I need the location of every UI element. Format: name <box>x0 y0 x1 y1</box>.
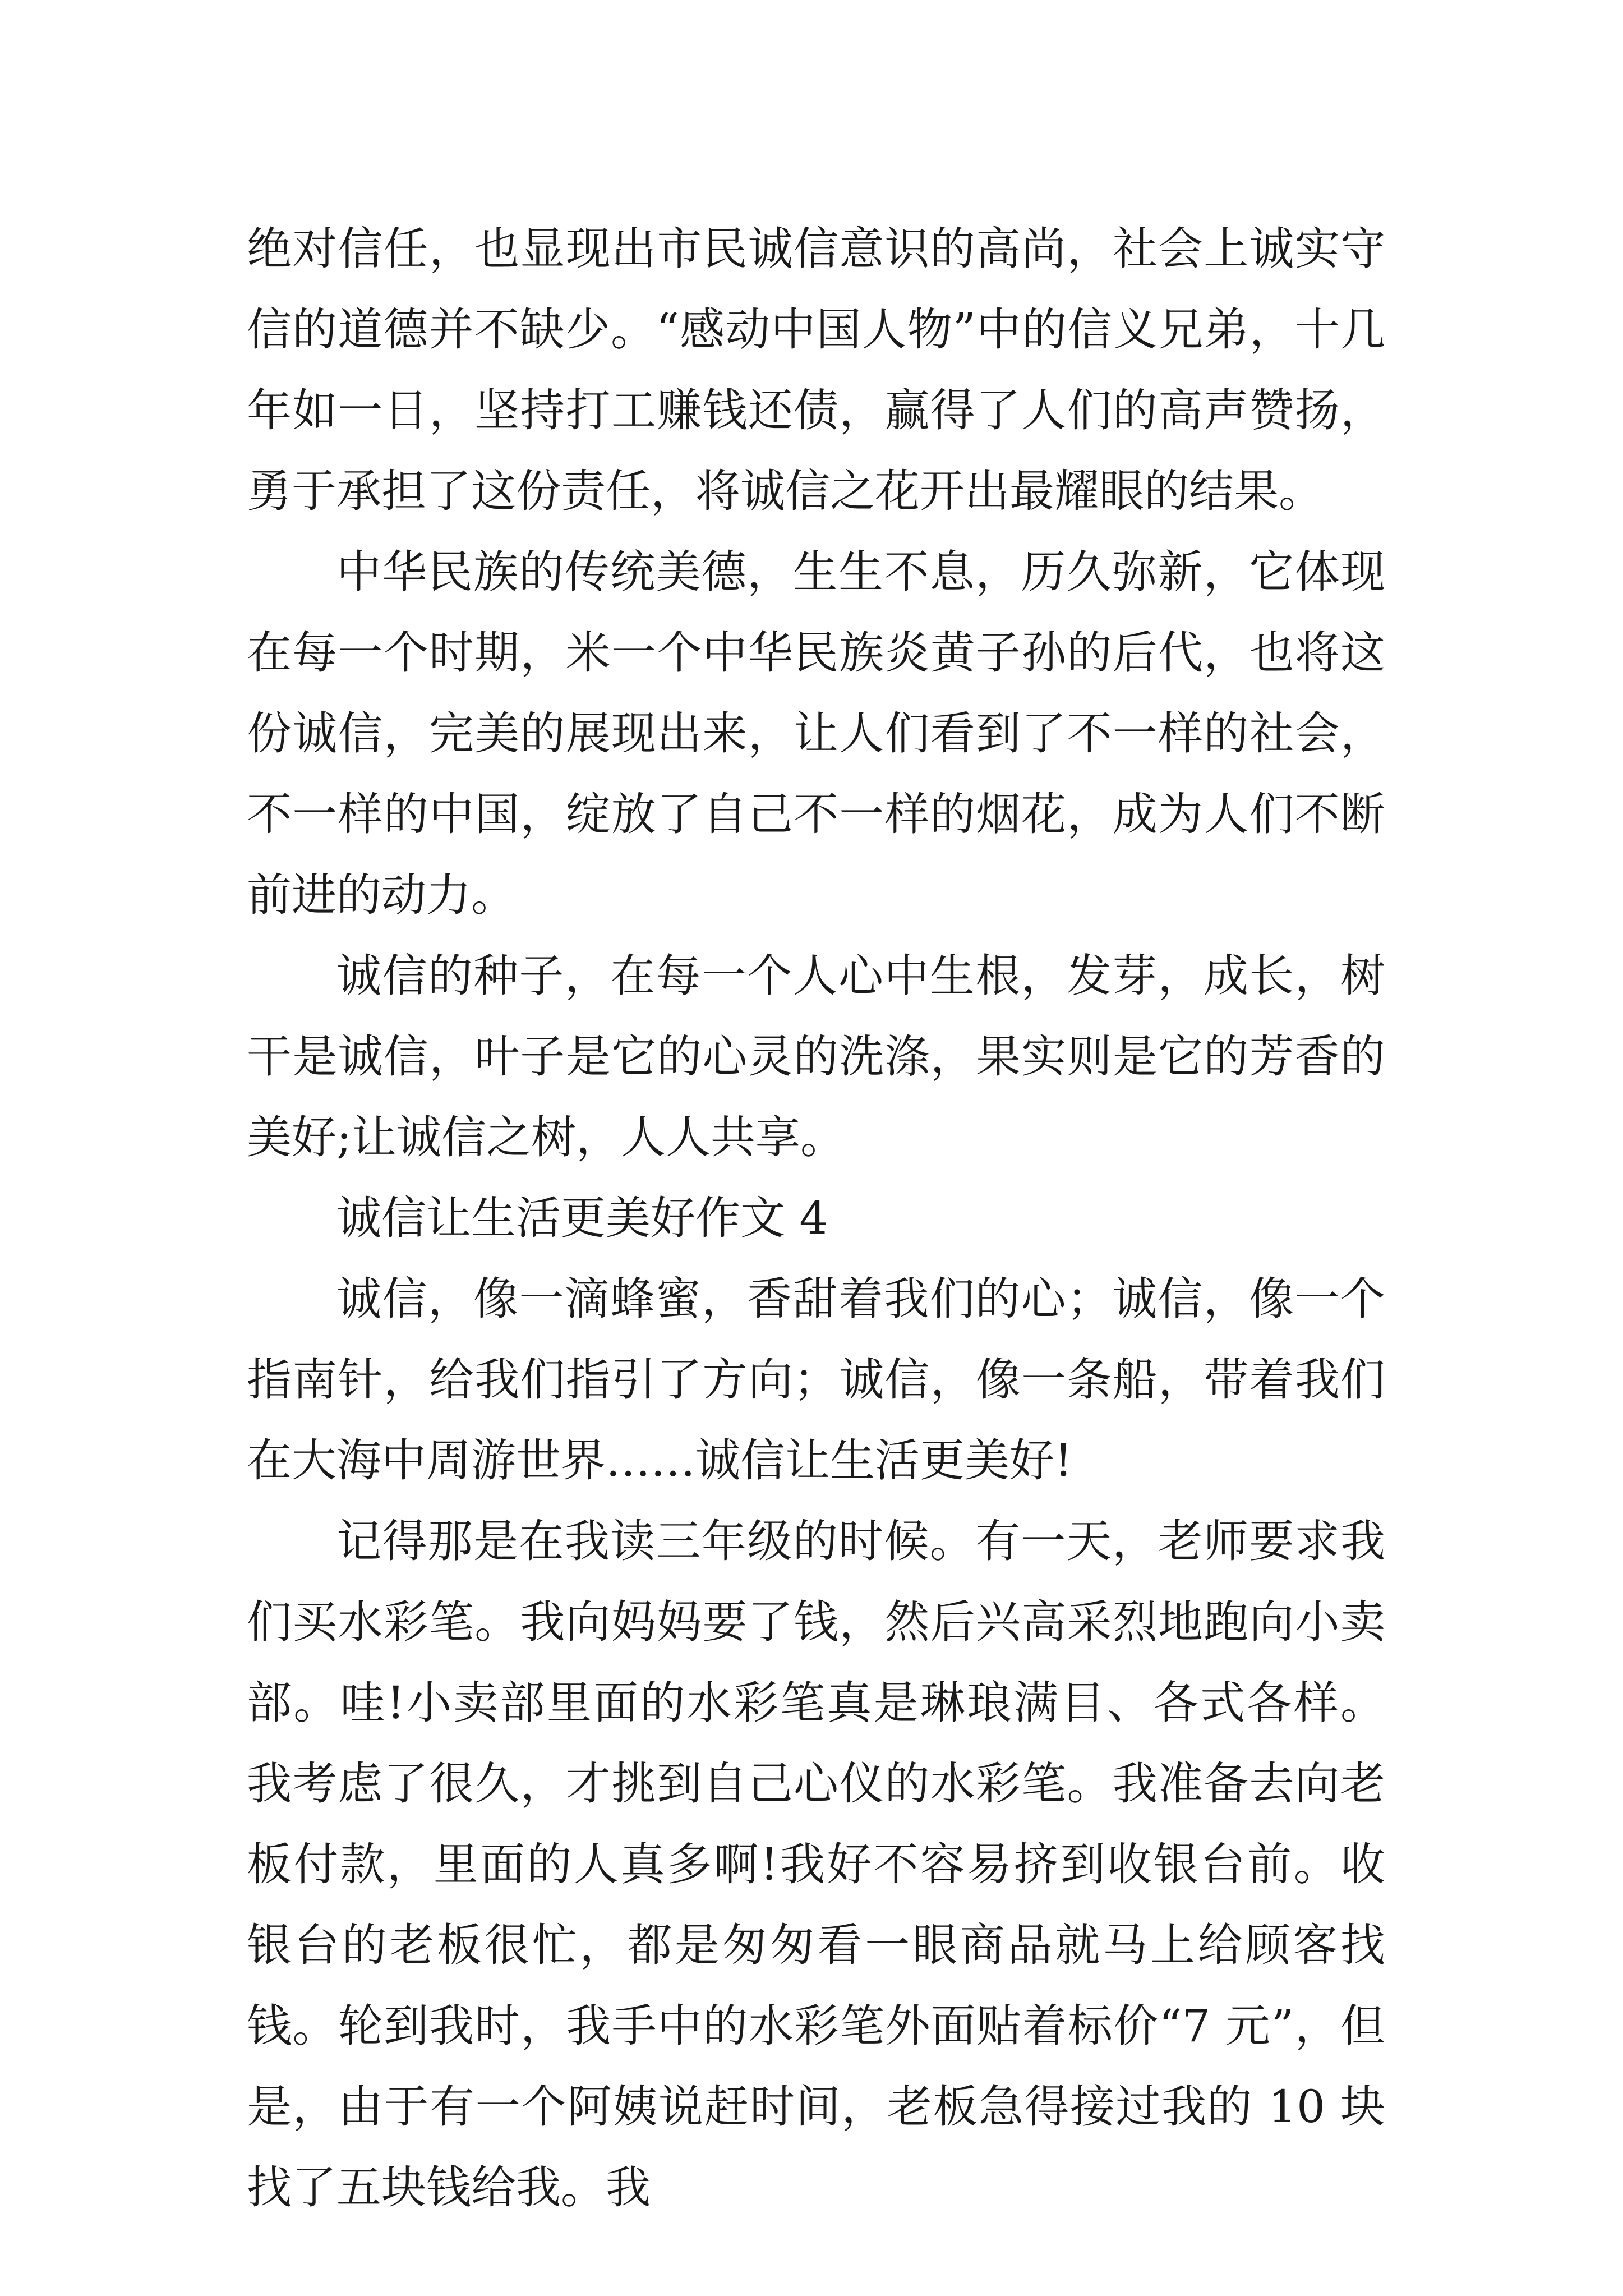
paragraph-honey: 诚信，像一滴蜂蜜，香甜着我们的心；诚信，像一个指南针，给我们指引了方向；诚信，像一条船，带着我们在大海中周游世界……诚信让生活更美好! <box>247 1273 1385 1487</box>
paragraph-tradition: 中华民族的传统美德，生生不息，历久弥新，它体现在每一个时期，米一个中华民族炎黄子孙的后代，也将这份诚信，完美的展现出来，让人们看到了不一样的社会，不一样的中国，绽放了自己不一样的烟花，成为人们不断前进的动力。 <box>247 546 1385 921</box>
document-body <box>247 209 1385 2228</box>
paragraph-seed: 诚信的种子，在每一个人心中生根，发芽，成长，树干是诚信，叶子是它的心灵的洗涤，果实则是它的芳香的美好;让诚信之树，人人共享。 <box>247 950 1385 1163</box>
paragraph-memory: 记得那是在我读三年级的时候。有一天，老师要求我们买水彩笔。我向妈妈要了钱，然后兴高采烈地跑向小卖部。哇!小卖部里面的水彩笔真是琳琅满目、各式各样。我考虑了很久，才挑到自己心仪的水彩笔。我准备去向老板付款，里面的人真多啊!我好不容易挤到收银台前。收银台的老板很忙，都是匆匆看一眼商品就马上给顾客找钱。轮到我时，我手中的水彩笔外面贴着标价“7 元”，但是，由于有一个阿姨说赶时间，老板急得接过我的 10 块找了五块钱给我。我 <box>247 1515 1385 2214</box>
essay-title: 诚信让生活更美好作文 4 <box>336 1192 828 1244</box>
paragraph-continuation: 绝对信任，也显现出市民诚信意识的高尚，社会上诚实守信的道德并不缺少。“感动中国人物”中的信义兄弟，十几年如一日，坚持打工赚钱还债，赢得了人们的高声赞扬，勇于承担了这份责任，将诚信之花开出最耀眼的结果。 <box>247 223 1385 517</box>
